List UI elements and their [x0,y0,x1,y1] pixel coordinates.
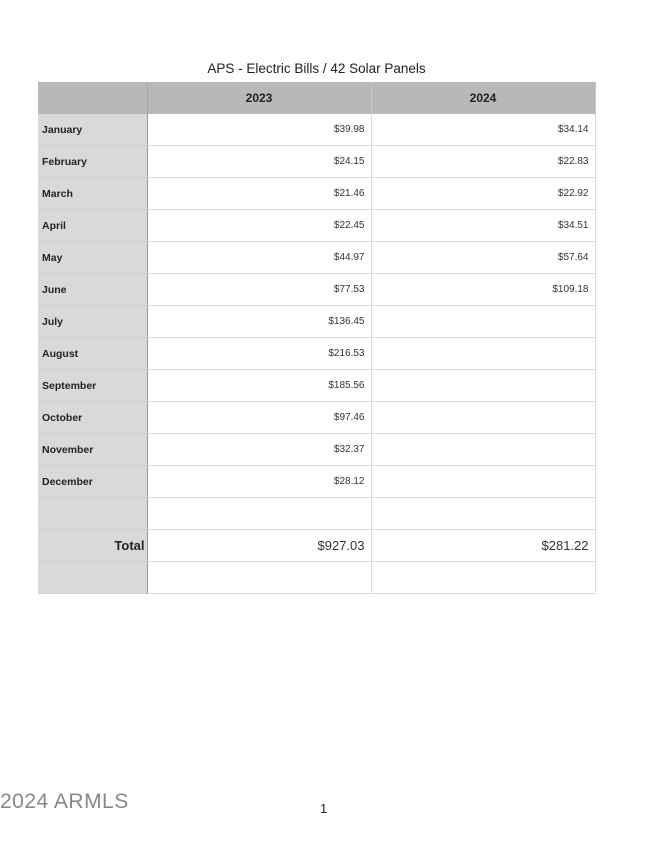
table-row [38,402,595,434]
table-row [38,242,595,274]
row-label: January [38,114,147,146]
total-2024: $281.22 [371,530,595,562]
document-title: APS - Electric Bills / 42 Solar Panels [207,61,426,76]
cell-2023: $24.15 [147,146,371,178]
row-label: April [38,210,147,242]
cell-2024: $22.92 [371,178,595,210]
cell-2024 [371,434,595,466]
electric-bills-table [38,82,596,594]
table-row [38,370,595,402]
cell-2024 [371,562,595,594]
table-row [38,274,595,306]
empty-row [38,498,595,530]
cell-2023 [147,562,371,594]
cell-2024: $22.83 [371,146,595,178]
cell-2023: $97.46 [147,402,371,434]
cell-2023: $28.12 [147,466,371,498]
row-label: March [38,178,147,210]
trailing-empty-row [38,562,595,594]
cell-2024: $57.64 [371,242,595,274]
header-corner [38,82,147,114]
cell-2023: $185.56 [147,370,371,402]
table-row [38,114,595,146]
cell-2024 [371,402,595,434]
cell-2024: $34.51 [371,210,595,242]
cell-2023: $216.53 [147,338,371,370]
cell-2024: $34.14 [371,114,595,146]
row-label: February [38,146,147,178]
page-number: 1 [320,801,328,816]
total-label: Total [38,530,147,562]
table-row [38,306,595,338]
cell-2024 [371,370,595,402]
table-row [38,466,595,498]
row-label: May [38,242,147,274]
row-label: October [38,402,147,434]
cell-2024 [371,306,595,338]
table-row [38,210,595,242]
table-row [38,338,595,370]
cell-2023: $32.37 [147,434,371,466]
cell-2023 [147,498,371,530]
cell-2023: $22.45 [147,210,371,242]
total-row [38,530,595,562]
cell-2024 [371,466,595,498]
armls-watermark: 2024 ARMLS [0,790,129,813]
table-row [38,178,595,210]
row-label: December [38,466,147,498]
cell-2023: $77.53 [147,274,371,306]
table-row [38,146,595,178]
row-label [38,498,147,530]
row-label: June [38,274,147,306]
row-label: September [38,370,147,402]
total-2023: $927.03 [147,530,371,562]
cell-2023: $39.98 [147,114,371,146]
row-label: July [38,306,147,338]
cell-2023: $136.45 [147,306,371,338]
row-label: August [38,338,147,370]
header-2023: 2023 [147,82,371,114]
table-header-row [38,82,595,114]
cell-2024 [371,498,595,530]
table-row [38,434,595,466]
cell-2024: $109.18 [371,274,595,306]
row-label: November [38,434,147,466]
cell-2024 [371,338,595,370]
cell-2023: $44.97 [147,242,371,274]
cell-2023: $21.46 [147,178,371,210]
row-label [38,562,147,594]
header-2024: 2024 [371,82,595,114]
